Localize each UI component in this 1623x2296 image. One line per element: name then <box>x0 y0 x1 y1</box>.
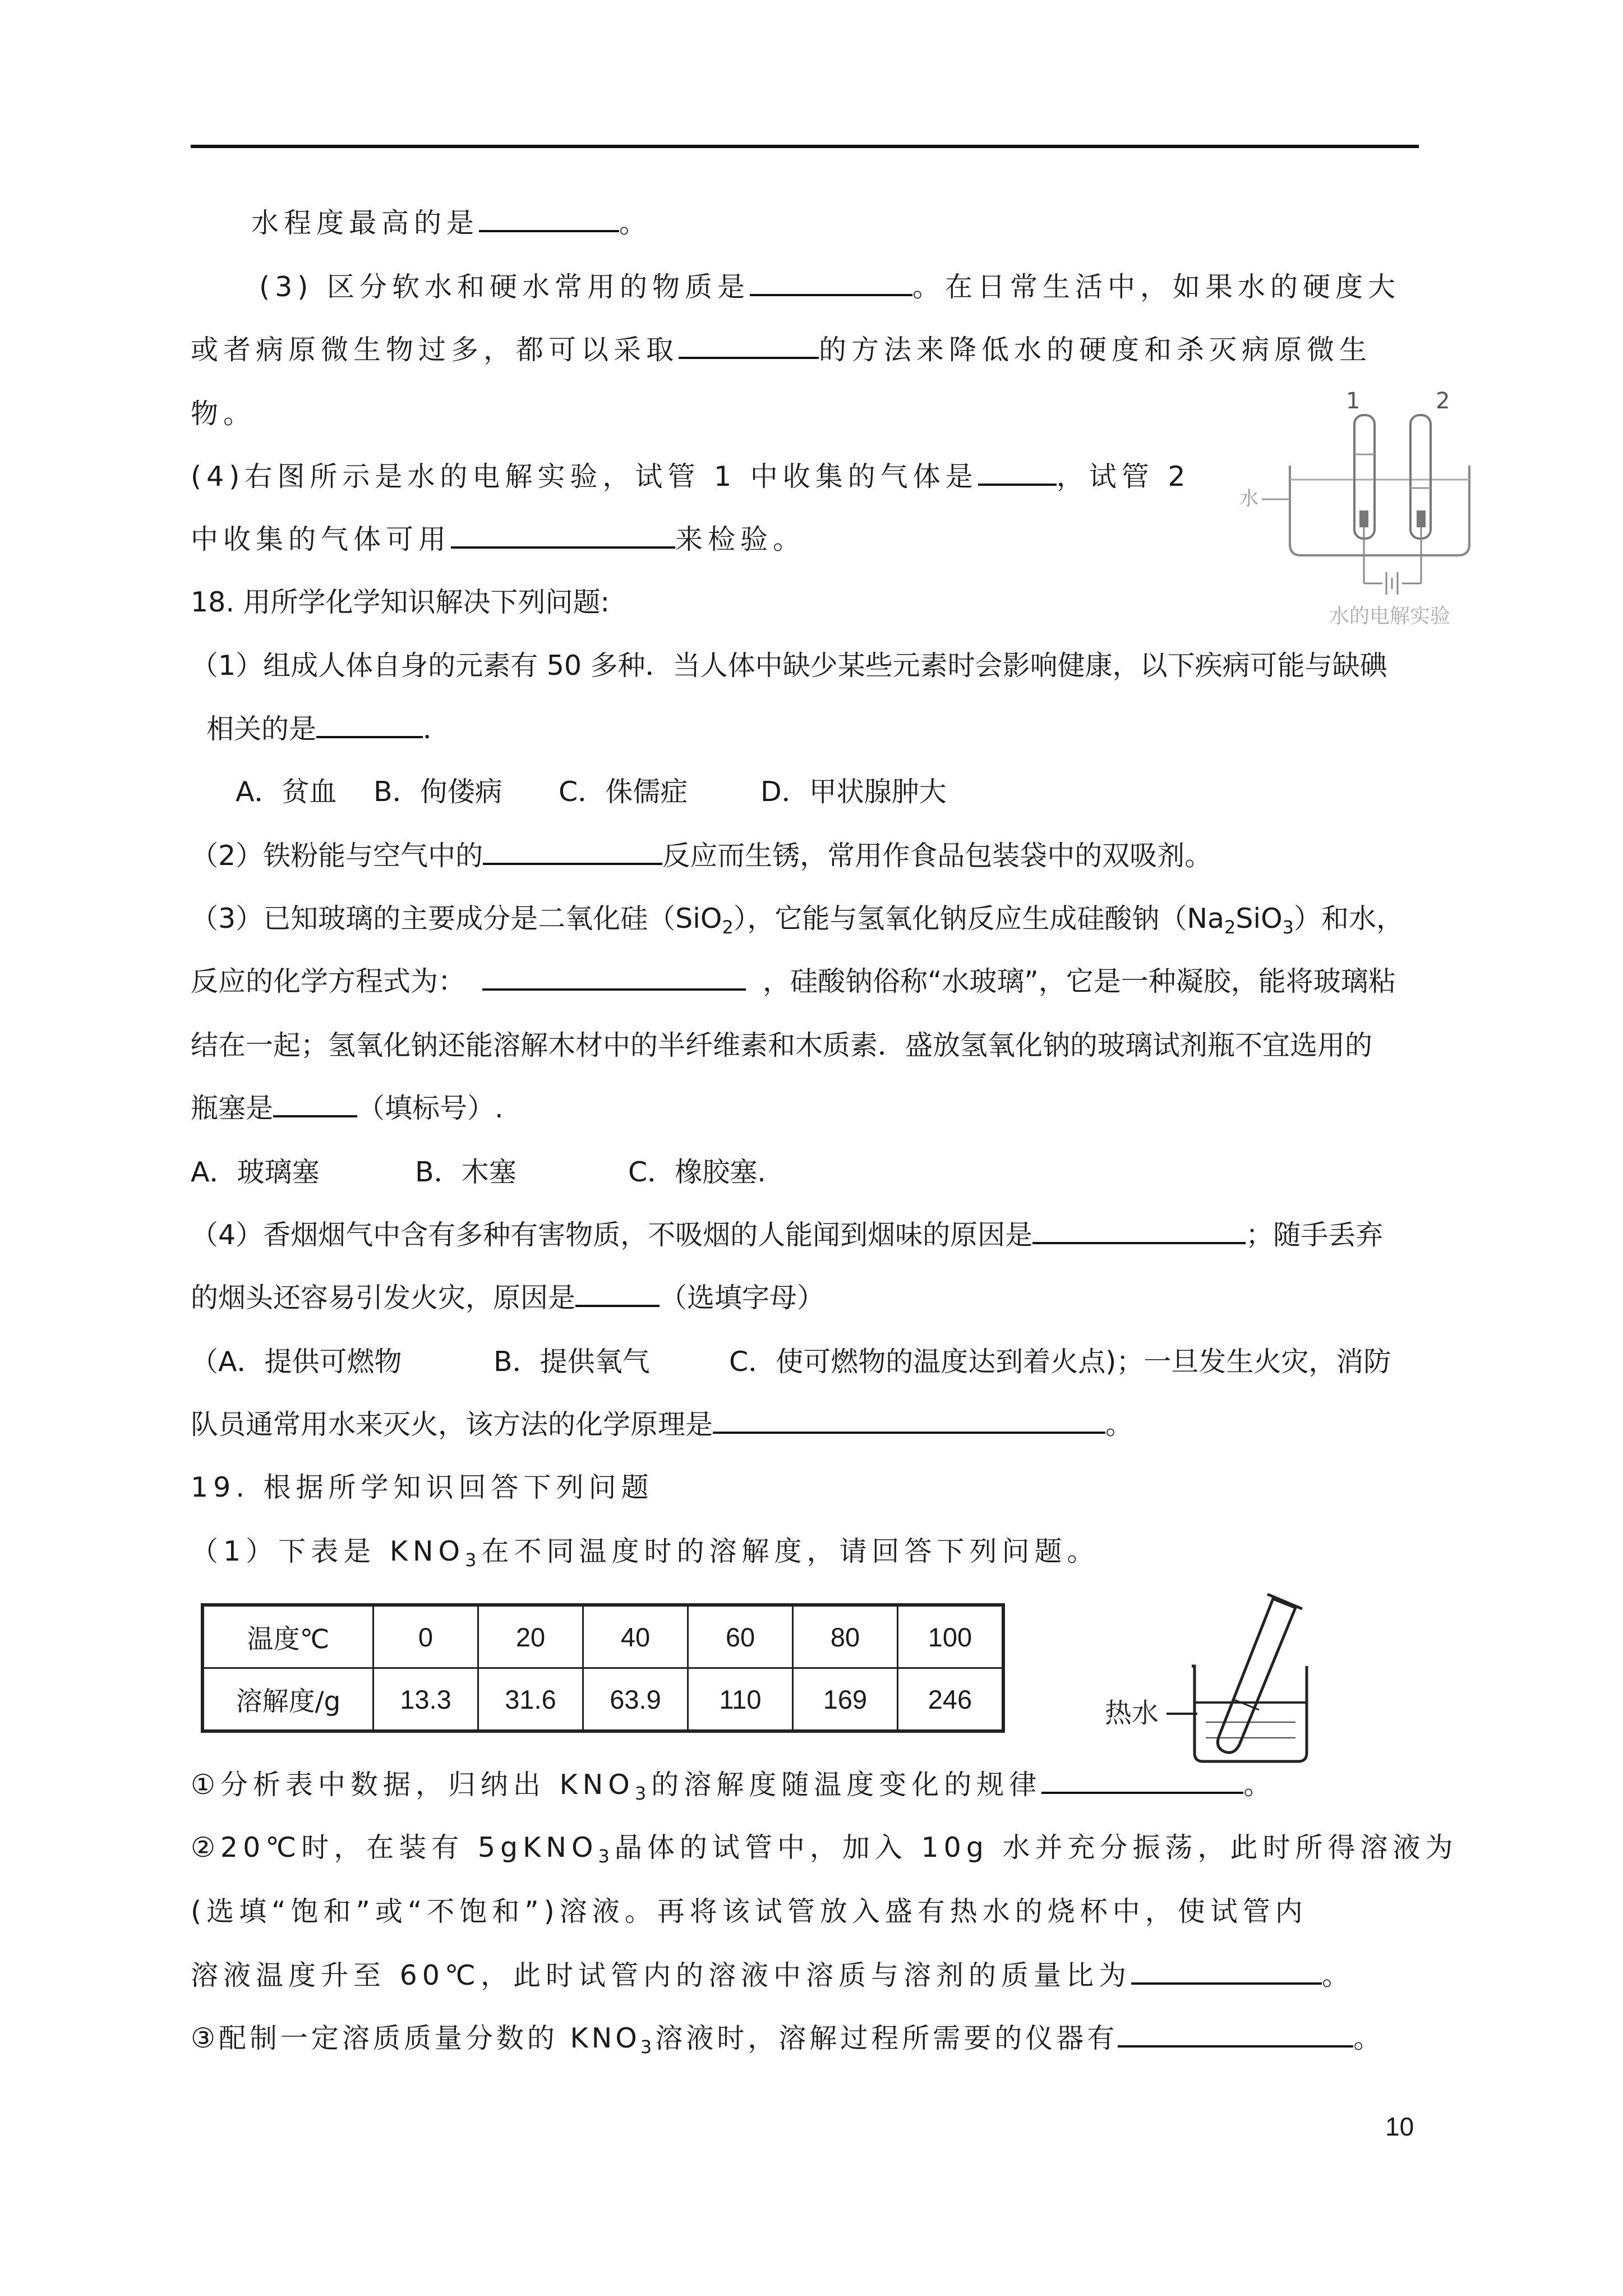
text-line: ①分析表中数据，归纳出 $KNO_3$的溶解度随温度变化的规律 。 <box>191 1767 1276 1803</box>
water-label: 水 <box>1239 487 1258 510</box>
answer-blank[interactable] <box>1032 1217 1246 1244</box>
answer-blank[interactable] <box>713 1407 1105 1434</box>
answer-blank[interactable] <box>273 1091 357 1117</box>
text-line: (4)右图所示是水的电解实验，试管 1 中收集的气体是 ，试管 2 <box>191 459 1191 495</box>
text-line: 中收集的气体可用 来检验。 <box>191 522 805 558</box>
solubility-cell: 246 <box>898 1668 1004 1732</box>
text-line: （4）香烟烟气中含有多种有害物质，不吸烟的人能闻到烟味的原因是 ；随手丢弃 <box>191 1217 1383 1253</box>
answer-blank[interactable] <box>978 459 1057 486</box>
text-line: (3) 区分软水和硬水常用的物质是 。在日常生活中，如果水的硬度大 <box>259 269 1400 305</box>
temp-cell: 80 <box>793 1605 898 1668</box>
answer-blank[interactable] <box>1131 1958 1322 1985</box>
answer-blank[interactable] <box>575 1280 660 1307</box>
solubility-cell: 13.3 <box>374 1668 478 1732</box>
text-line: ②20℃时，在装有 5gKNO$_3$晶体的试管中，加入 10g 水并充分振荡，此时所得溶液为 <box>191 1832 1458 1867</box>
text-line: 队员通常用水来灭火，该方法的化学原理是 。 <box>191 1407 1133 1443</box>
figure-caption: 水的电解实验 <box>1329 605 1451 628</box>
text-line: 瓶塞是 （填标号）. <box>191 1091 504 1126</box>
answer-blank[interactable] <box>482 964 746 991</box>
text-line: （1）下表是 $KNO_3$在不同温度时的溶解度，请回答下列问题。 <box>191 1535 1100 1571</box>
text-line: (选填“饱和”或“不饱和”)溶液。再将该试管放入盛有热水的烧杯中，使试管内 <box>191 1895 1308 1927</box>
temp-cell: 0 <box>374 1605 478 1668</box>
text-line: 结在一起；氢氧化钠还能溶解木材中的半纤维素和木质素．盛放氢氧化钠的玻璃试剂瓶不宜选用的 <box>191 1029 1373 1061</box>
answer-blank[interactable] <box>750 269 912 296</box>
solubility-cell: 63.9 <box>583 1668 688 1732</box>
answer-blank[interactable] <box>451 522 675 549</box>
solubility-table <box>201 1603 1005 1733</box>
text-line: （1）组成人体自身的元素有 50 多种．当人体中缺少某些元素时会影响健康，以下疾病可能与缺碘 <box>191 650 1387 682</box>
text-line: 反应的化学方程式为： ，硅酸钠俗称“水玻璃”，它是一种凝胶，能将玻璃粘 <box>191 964 1396 1000</box>
answer-blank[interactable] <box>1041 1767 1243 1794</box>
temp-cell: 100 <box>898 1605 1004 1668</box>
beaker-figure <box>1099 1588 1346 1767</box>
table-row <box>202 1605 1003 1668</box>
text-line: 水程度最高的是 。 <box>251 205 652 241</box>
solubility-cell: 169 <box>793 1668 898 1732</box>
question-18: 18. 用所学化学知识解决下列问题: <box>191 586 610 618</box>
text-line: （A．提供可燃物 B．提供氧气 C．使可燃物的温度达到着火点)；一旦发生火灾，消防 <box>191 1346 1391 1378</box>
electrolysis-figure <box>1239 381 1475 628</box>
text-line: 或者病原微生物过多，都可以采取 的方法来降低水的硬度和杀灭病原微生 <box>191 332 1372 368</box>
options-line: A．贫血 B．佝偻病 C．侏儒症 D．甲状腺肿大 <box>236 776 947 808</box>
answer-blank[interactable] <box>479 205 619 232</box>
solubility-cell: 110 <box>688 1668 793 1732</box>
answer-blank[interactable] <box>483 838 662 865</box>
options-line: A．玻璃塞 B．木塞 C．橡胶塞. <box>191 1156 766 1188</box>
table-row-label: 温度℃ <box>202 1605 374 1668</box>
temp-cell: 60 <box>688 1605 793 1668</box>
text-line: （3）已知玻璃的主要成分是二氧化硅（SiO$_2$），它能与氢氧化钠反应生成硅酸钠$(Na_2SiO_3)$和水， <box>191 903 1404 938</box>
solubility-cell: 31.6 <box>478 1668 583 1732</box>
text-line: 溶液温度升至 60℃，此时试管内的溶液中溶质与溶剂的质量比为 。 <box>191 1958 1354 1994</box>
tube1-label: 1 <box>1346 388 1361 414</box>
tube2-label: 2 <box>1436 388 1450 414</box>
temp-cell: 20 <box>478 1605 583 1668</box>
answer-blank[interactable] <box>1118 2021 1353 2047</box>
table-row-label: 溶解度/g <box>202 1668 374 1732</box>
text-line: 物。 <box>191 398 256 430</box>
question-19: 19. 根据所学知识回答下列问题 <box>191 1471 654 1503</box>
text-line: 相关的是 ． <box>206 711 450 747</box>
text-line: 的烟头还容易引发火灾，原因是 （选填字母） <box>191 1280 824 1316</box>
page-number: 10 <box>1385 2112 1414 2141</box>
temp-cell: 40 <box>583 1605 688 1668</box>
hot-water-label: 热水 <box>1105 1697 1159 1729</box>
answer-blank[interactable] <box>316 711 423 738</box>
text-line: ③配制一定溶质质量分数的 $KNO_3$溶液时，溶解过程所需要的仪器有 。 <box>191 2021 1384 2056</box>
text-line: （2）铁粉能与空气中的 反应而生锈，常用作食品包装袋中的双吸剂。 <box>191 838 1212 874</box>
header-rule <box>191 145 1419 148</box>
table-row <box>202 1668 1003 1732</box>
answer-blank[interactable] <box>679 332 819 359</box>
